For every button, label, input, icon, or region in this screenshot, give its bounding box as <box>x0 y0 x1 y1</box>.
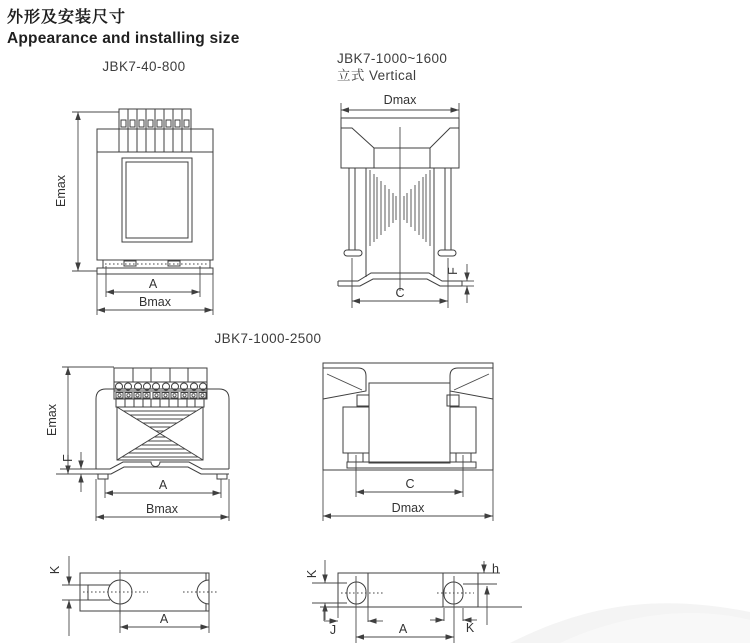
c-label: C <box>395 286 405 300</box>
edge-notch <box>183 573 218 611</box>
diagram-subtitle: 立式 Vertical <box>337 68 417 83</box>
f-label: F <box>446 267 460 275</box>
a-label: A <box>158 478 168 492</box>
coil-body <box>369 383 450 463</box>
front-view-jbk7-40-800 <box>54 59 213 315</box>
mounting-bracket <box>96 462 229 479</box>
foot-rail <box>338 573 478 607</box>
a-dimension <box>120 604 209 633</box>
f-dimension <box>60 452 96 492</box>
diagram-title: JBK7-1000-2500 <box>214 331 322 346</box>
a-label: A <box>159 612 169 626</box>
a-dimension <box>105 478 221 498</box>
front-view-jbk7-1000-2500 <box>45 331 321 521</box>
diagram-title: JBK7-40-800 <box>102 59 186 74</box>
emax-dimension <box>45 367 114 474</box>
diagram-title: JBK7-1000~1600 <box>337 51 448 66</box>
h-dimension <box>463 561 522 625</box>
page-title-chinese: 外形及安装尺寸 <box>7 9 127 26</box>
left-oval-slot <box>341 576 384 643</box>
dmax-dimension <box>341 93 459 118</box>
k-right-label: K <box>465 621 475 635</box>
winding-hourglass <box>117 407 203 460</box>
terminal-block <box>114 368 207 407</box>
emax-dimension <box>54 112 119 271</box>
c-label: C <box>405 477 415 491</box>
c-dimension <box>356 455 463 497</box>
foot-plan-oval-slots <box>305 560 522 643</box>
terminal-block <box>119 109 191 152</box>
dmax-label: Dmax <box>383 93 417 107</box>
left-foot <box>348 453 363 462</box>
side-view-jbk7-1000-2500 <box>323 363 493 521</box>
watermark-swoosh <box>510 603 750 643</box>
f-dimension <box>446 264 474 303</box>
h-label: h <box>492 562 499 576</box>
right-foot <box>456 453 471 462</box>
core-window-outer <box>122 158 192 242</box>
dmax-label: Dmax <box>391 501 425 515</box>
right-clamp-plate <box>450 407 476 453</box>
a-label: A <box>398 622 408 636</box>
bmax-label: Bmax <box>139 295 171 309</box>
j-label: J <box>329 623 337 637</box>
keyhole-slot <box>83 570 148 614</box>
left-shoulder-clamp <box>323 368 369 406</box>
j-dimension <box>320 607 383 637</box>
k-left-label: K <box>305 569 319 579</box>
mounting-base <box>97 260 213 274</box>
emax-label: Emax <box>54 175 68 207</box>
page-title-english: Appearance and installing size <box>7 30 240 47</box>
k-dimension <box>48 556 88 636</box>
bmax-label: Bmax <box>146 502 178 516</box>
a-dimension <box>106 266 200 297</box>
core-window-inner <box>126 162 188 238</box>
right-shoulder-clamp <box>447 368 493 406</box>
emax-label: Emax <box>45 404 59 436</box>
k-dimension-right <box>430 608 477 635</box>
left-clamp-plate <box>343 407 369 453</box>
a-label: A <box>148 277 158 291</box>
k-label: K <box>48 565 62 575</box>
vertical-view-jbk7-1000-1600 <box>337 51 474 308</box>
f-label: F <box>61 454 75 462</box>
a-dimension <box>356 622 454 637</box>
k-dimension-left <box>305 560 347 620</box>
foot-plan-keyhole <box>48 556 218 636</box>
